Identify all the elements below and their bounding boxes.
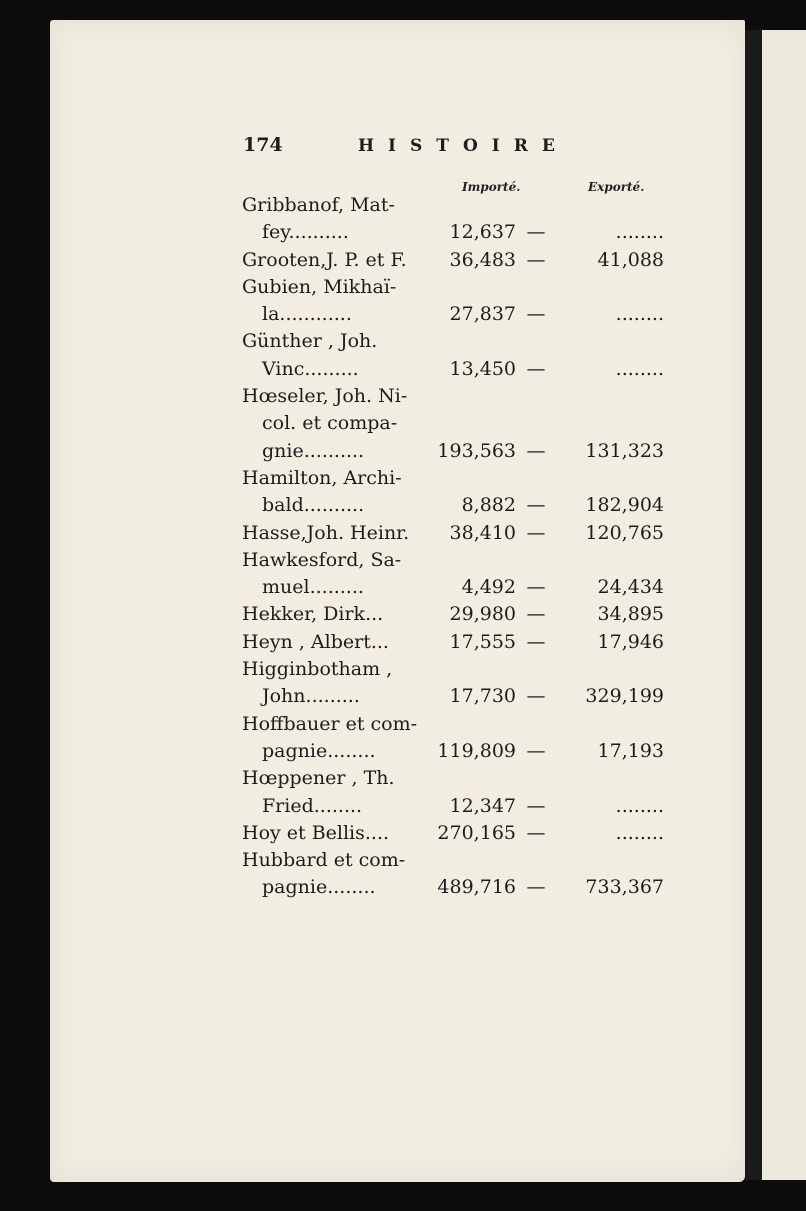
imported-value: 29,980: [449, 603, 516, 626]
merchant-name: col. et compa-: [262, 412, 398, 435]
merchant-name: Günther , Joh.: [242, 330, 378, 353]
facing-page: [762, 30, 806, 1180]
merchant-name: pagnie........: [262, 876, 376, 899]
merchant-name: Gubien, Mikhaï-: [242, 275, 397, 298]
dash-separator: —: [526, 439, 546, 462]
imported-value: 489,716: [437, 876, 516, 899]
dash-separator: —: [526, 357, 546, 380]
merchant-name: Vinc.........: [262, 357, 359, 380]
dash-separator: —: [526, 739, 546, 762]
dash-separator: —: [526, 794, 546, 817]
merchant-name: Hoy et Bellis....: [242, 821, 390, 844]
imported-value: 17,730: [449, 685, 516, 708]
column-header-imported: Importé.: [462, 180, 521, 194]
table-row: [242, 520, 672, 547]
table-row: [242, 820, 672, 847]
dash-separator: —: [526, 494, 546, 517]
imported-value: 27,837: [449, 303, 516, 326]
merchant-name: Hamilton, Archi-: [242, 466, 402, 489]
dash-separator: —: [526, 876, 546, 899]
merchant-name: fey..........: [262, 221, 349, 244]
table-row: [242, 711, 672, 738]
table-row: [242, 765, 672, 792]
exported-value: ........: [615, 221, 664, 244]
imported-value: 12,347: [449, 794, 516, 817]
merchant-name: Higginbotham ,: [242, 658, 393, 681]
table-row: [242, 465, 672, 492]
merchant-name: pagnie........: [262, 739, 376, 762]
imported-value: 119,809: [437, 739, 516, 762]
table-row: [242, 301, 672, 328]
exported-value: 182,904: [585, 494, 664, 517]
dash-separator: —: [526, 221, 546, 244]
exported-value: 131,323: [585, 439, 664, 462]
table-row: [242, 683, 672, 710]
imported-value: 8,882: [461, 494, 516, 517]
exported-value: 17,193: [597, 739, 664, 762]
exported-value: 120,765: [585, 521, 664, 544]
table-row: [242, 219, 672, 246]
merchant-name: Hubbard et com-: [242, 849, 406, 872]
dash-separator: —: [526, 303, 546, 326]
merchant-name: muel.........: [262, 576, 364, 599]
merchant-name: Hœppener , Th.: [242, 767, 395, 790]
exported-value: ........: [615, 357, 664, 380]
table-row: [242, 383, 672, 410]
merchant-name: bald..........: [262, 494, 365, 517]
table-row: [242, 410, 672, 437]
page-number: 174: [243, 134, 283, 156]
imported-value: 270,165: [437, 821, 516, 844]
merchant-name: Fried........: [262, 794, 363, 817]
table-row: [242, 547, 672, 574]
merchant-name: Hasse,Joh. Heinr.: [242, 521, 410, 544]
imported-value: 13,450: [449, 357, 516, 380]
exported-value: 24,434: [597, 576, 664, 599]
merchant-name: la............: [262, 303, 352, 326]
merchant-name: Heyn , Albert...: [242, 630, 389, 653]
table-row: [242, 438, 672, 465]
table-row: [242, 574, 672, 601]
exported-value: ........: [615, 821, 664, 844]
merchant-name: John.........: [262, 685, 360, 708]
table-row: [242, 874, 672, 901]
dash-separator: —: [526, 821, 546, 844]
column-header-exported: Exporté.: [588, 180, 645, 194]
imported-value: 36,483: [449, 248, 516, 271]
imported-value: 193,563: [437, 439, 516, 462]
imported-value: 17,555: [449, 630, 516, 653]
table-row: [242, 356, 672, 383]
exported-value: 41,088: [597, 248, 664, 271]
merchant-name: Hoffbauer et com-: [242, 712, 418, 735]
exported-value: 329,199: [585, 685, 664, 708]
table-row: [242, 492, 672, 519]
table-row: [242, 847, 672, 874]
merchant-name: Hawkesford, Sa-: [242, 548, 402, 571]
imported-value: 38,410: [449, 521, 516, 544]
merchant-name: gnie..........: [262, 439, 365, 462]
merchant-name: Hekker, Dirk...: [242, 603, 384, 626]
table-row: [242, 601, 672, 628]
table-row: [242, 738, 672, 765]
exported-value: ........: [615, 794, 664, 817]
table-row: [242, 274, 672, 301]
table-row: [242, 192, 672, 219]
table-row: [242, 656, 672, 683]
trade-table: [242, 192, 672, 902]
exported-value: ........: [615, 303, 664, 326]
dash-separator: —: [526, 576, 546, 599]
merchant-name: Grooten,J. P. et F.: [242, 248, 407, 271]
imported-value: 12,637: [449, 221, 516, 244]
running-title: HISTOIRE: [358, 136, 569, 156]
merchant-name: Gribbanof, Mat-: [242, 194, 395, 216]
dash-separator: —: [526, 630, 546, 653]
exported-value: 733,367: [585, 876, 664, 899]
table-row: [242, 328, 672, 355]
dash-separator: —: [526, 685, 546, 708]
merchant-name: Hœseler, Joh. Ni-: [242, 385, 408, 408]
dash-separator: —: [526, 248, 546, 271]
exported-value: 34,895: [597, 603, 664, 626]
imported-value: 4,492: [461, 576, 516, 599]
dash-separator: —: [526, 603, 546, 626]
exported-value: 17,946: [597, 630, 664, 653]
table-row: [242, 793, 672, 820]
table-row: [242, 629, 672, 656]
table-row: [242, 247, 672, 274]
dash-separator: —: [526, 521, 546, 544]
running-header: [243, 134, 663, 164]
